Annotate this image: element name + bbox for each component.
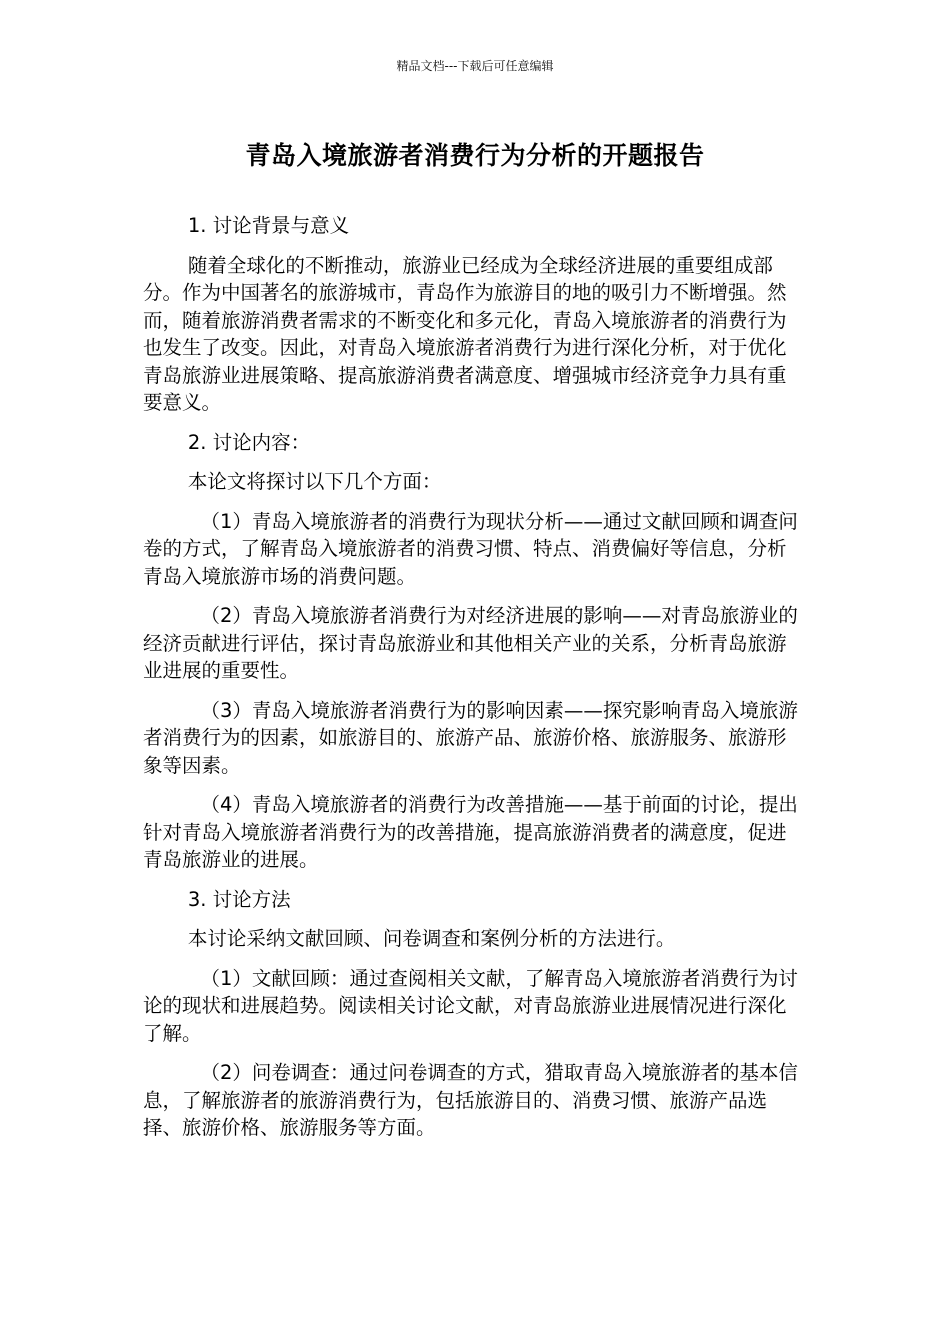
page-header: 精品文档---下载后可任意编辑	[396, 59, 554, 73]
document-body	[143, 212, 805, 1154]
paragraph-method-intro: 本讨论采纳文献回顾、问卷调查和案例分析的方法进行。	[187, 927, 676, 950]
method-item-2: （2）问卷调查：通过问卷调查的方式，猎取青岛入境旅游者的基本信息，了解旅游者的旅游消费行为，包括旅游目的、消费习惯、旅游产品选择、旅游价格、旅游服务等方面。	[143, 1061, 798, 1139]
list-item-1: （1）青岛入境旅游者的消费行为现状分析——通过文献回顾和调查问卷的方式，了解青岛入境旅游者的消费习惯、特点、消费偏好等信息，分析青岛入境旅游市场的消费问题。	[143, 509, 798, 588]
section-heading-content: 2. 讨论内容：	[187, 430, 311, 454]
paragraph-content-intro: 本论文将探讨以下几个方面：	[187, 470, 442, 493]
list-item-2: （2）青岛入境旅游者消费行为对经济进展的影响——对青岛旅游业的经济贡献进行评估，探讨青岛旅游业和其他相关产业的关系，分析青岛旅游业进展的重要性。	[143, 604, 798, 682]
list-item-3: （3）青岛入境旅游者消费行为的影响因素——探究影响青岛入境旅游者消费行为的因素，如旅游目的、旅游产品、旅游价格、旅游服务、旅游形象等因素。	[143, 698, 798, 777]
list-item-4: （4）青岛入境旅游者的消费行为改善措施——基于前面的讨论，提出针对青岛入境旅游者消费行为的改善措施，提高旅游消费者的满意度，促进青岛旅游业的进展。	[143, 793, 798, 871]
method-item-1: （1）文献回顾：通过查阅相关文献，了解青岛入境旅游者消费行为讨论的现状和进展趋势。阅读相关讨论文献，对青岛旅游业进展情况进行深化了解。	[143, 966, 798, 1045]
paragraph-background: 随着全球化的不断推动，旅游业已经成为全球经济进展的重要组成部分。作为中国著名的旅游城市，青岛作为旅游目的地的吸引力不断增强。然而，随着旅游消费者需求的不断变化和多元化，青岛入境旅游者的消费行为也发生了改变。因此，对青岛入境旅游者消费行为进行深化分析，对于优化青岛旅游业进展策略、提高旅游消费者满意度、增强城市经济竞争力具有重要意义。	[143, 253, 787, 414]
section-heading-method: 3. 讨论方法	[187, 887, 291, 911]
document-title: 青岛入境旅游者消费行为分析的开题报告	[245, 141, 705, 170]
section-heading-background: 1. 讨论背景与意义	[187, 214, 350, 237]
